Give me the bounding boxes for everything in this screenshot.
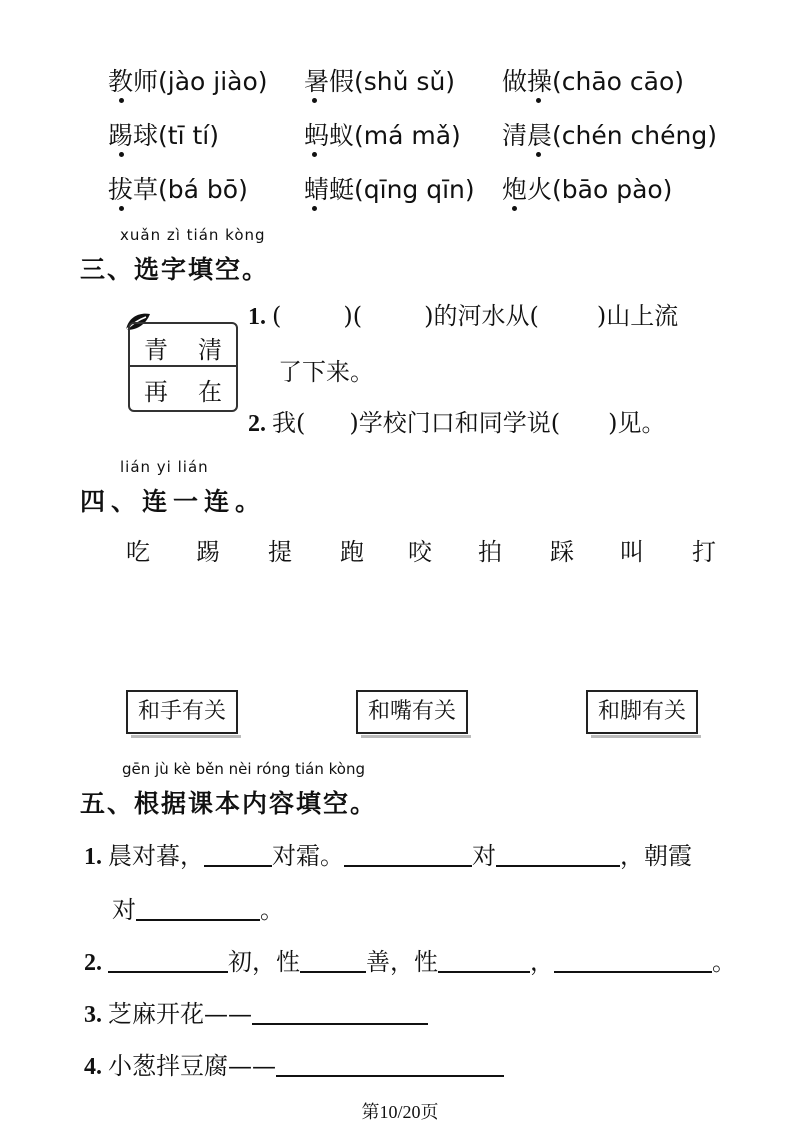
emphasis-dot bbox=[536, 152, 541, 157]
pinyin-choice-item: 炮火(bāo pào) bbox=[502, 175, 673, 204]
section3-question-1: 1. ( )( )的河水从( )山上流 bbox=[248, 302, 679, 330]
verb-char[interactable]: 踢 bbox=[196, 538, 220, 566]
verb-char[interactable]: 踩 bbox=[550, 538, 574, 566]
section3-question-1-cont: 了下来。 bbox=[278, 358, 374, 386]
choice-char: 在 bbox=[198, 378, 222, 406]
choice-char: 清 bbox=[198, 336, 222, 364]
verb-char[interactable]: 叫 bbox=[620, 538, 644, 566]
verb-char[interactable]: 吃 bbox=[126, 538, 150, 566]
section3-title: 三、选字填空。 bbox=[80, 255, 270, 284]
emphasis-dot bbox=[536, 98, 541, 103]
answer-blank[interactable] bbox=[276, 1053, 504, 1077]
emphasis-dot bbox=[312, 206, 317, 211]
pinyin-choice-item: 教师(jào jiào) bbox=[108, 67, 268, 96]
section5-question-3: 3. 芝麻开花—— bbox=[84, 994, 428, 1029]
answer-blank[interactable] bbox=[438, 949, 530, 973]
verb-char[interactable]: 打 bbox=[692, 538, 716, 566]
section3-question-2: 2. 我( )学校门口和同学说( )见。 bbox=[248, 409, 666, 437]
section5-pinyin: gēn jù kè běn nèi róng tián kòng bbox=[122, 760, 365, 778]
pinyin-choice-item: 做操(chāo cāo) bbox=[502, 67, 685, 96]
section5-title: 五、根据课本内容填空。 bbox=[80, 789, 378, 818]
answer-blank[interactable] bbox=[252, 1001, 428, 1025]
category-box-mouth[interactable]: 和嘴有关 bbox=[356, 690, 468, 734]
pinyin-choice-item: 暑假(shǔ sǔ) bbox=[304, 67, 456, 96]
answer-blank[interactable] bbox=[136, 897, 260, 921]
verb-char[interactable]: 提 bbox=[268, 538, 292, 566]
emphasis-dot bbox=[312, 152, 317, 157]
section5-question-4: 4. 小葱拌豆腐—— bbox=[84, 1046, 504, 1081]
section5-question-1-cont: 对 。 bbox=[112, 896, 284, 924]
verb-char[interactable]: 咬 bbox=[408, 538, 432, 566]
verb-char[interactable]: 拍 bbox=[478, 538, 502, 566]
answer-blank[interactable] bbox=[554, 949, 712, 973]
character-choice-box bbox=[128, 322, 238, 412]
choice-char: 青 bbox=[144, 336, 168, 364]
page-number: 第10/20页 bbox=[361, 1102, 439, 1122]
section5-question-2: 2. 初，性 善，性 ， 。 bbox=[84, 948, 736, 976]
emphasis-dot bbox=[119, 98, 124, 103]
answer-blank[interactable] bbox=[300, 949, 366, 973]
category-box-foot[interactable]: 和脚有关 bbox=[586, 690, 698, 734]
section5-question-1: 1. 晨对暮， 对霜。 对 ，朝霞 bbox=[84, 842, 692, 870]
choice-char: 再 bbox=[144, 378, 168, 406]
emphasis-dot bbox=[312, 98, 317, 103]
verb-char[interactable]: 跑 bbox=[340, 538, 364, 566]
emphasis-dot bbox=[119, 152, 124, 157]
pinyin-choice-item: 清晨(chén chéng) bbox=[502, 121, 717, 150]
answer-blank[interactable] bbox=[344, 843, 472, 867]
pinyin-choice-item: 蜻蜓(qīng qīn) bbox=[304, 175, 475, 204]
pinyin-choice-item: 拔草(bá bō) bbox=[108, 175, 248, 204]
answer-blank[interactable] bbox=[496, 843, 620, 867]
pinyin-choice-item: 蚂蚁(má mǎ) bbox=[304, 121, 461, 150]
answer-blank[interactable] bbox=[108, 949, 228, 973]
section3-pinyin: xuǎn zì tián kòng bbox=[120, 226, 266, 244]
answer-blank[interactable] bbox=[204, 843, 272, 867]
category-box-hand[interactable]: 和手有关 bbox=[126, 690, 238, 734]
section4-pinyin: lián yi lián bbox=[120, 458, 209, 476]
section4-title: 四、连一连。 bbox=[80, 487, 267, 516]
emphasis-dot bbox=[512, 206, 517, 211]
emphasis-dot bbox=[119, 206, 124, 211]
pinyin-choice-item: 踢球(tī tí) bbox=[108, 121, 219, 150]
